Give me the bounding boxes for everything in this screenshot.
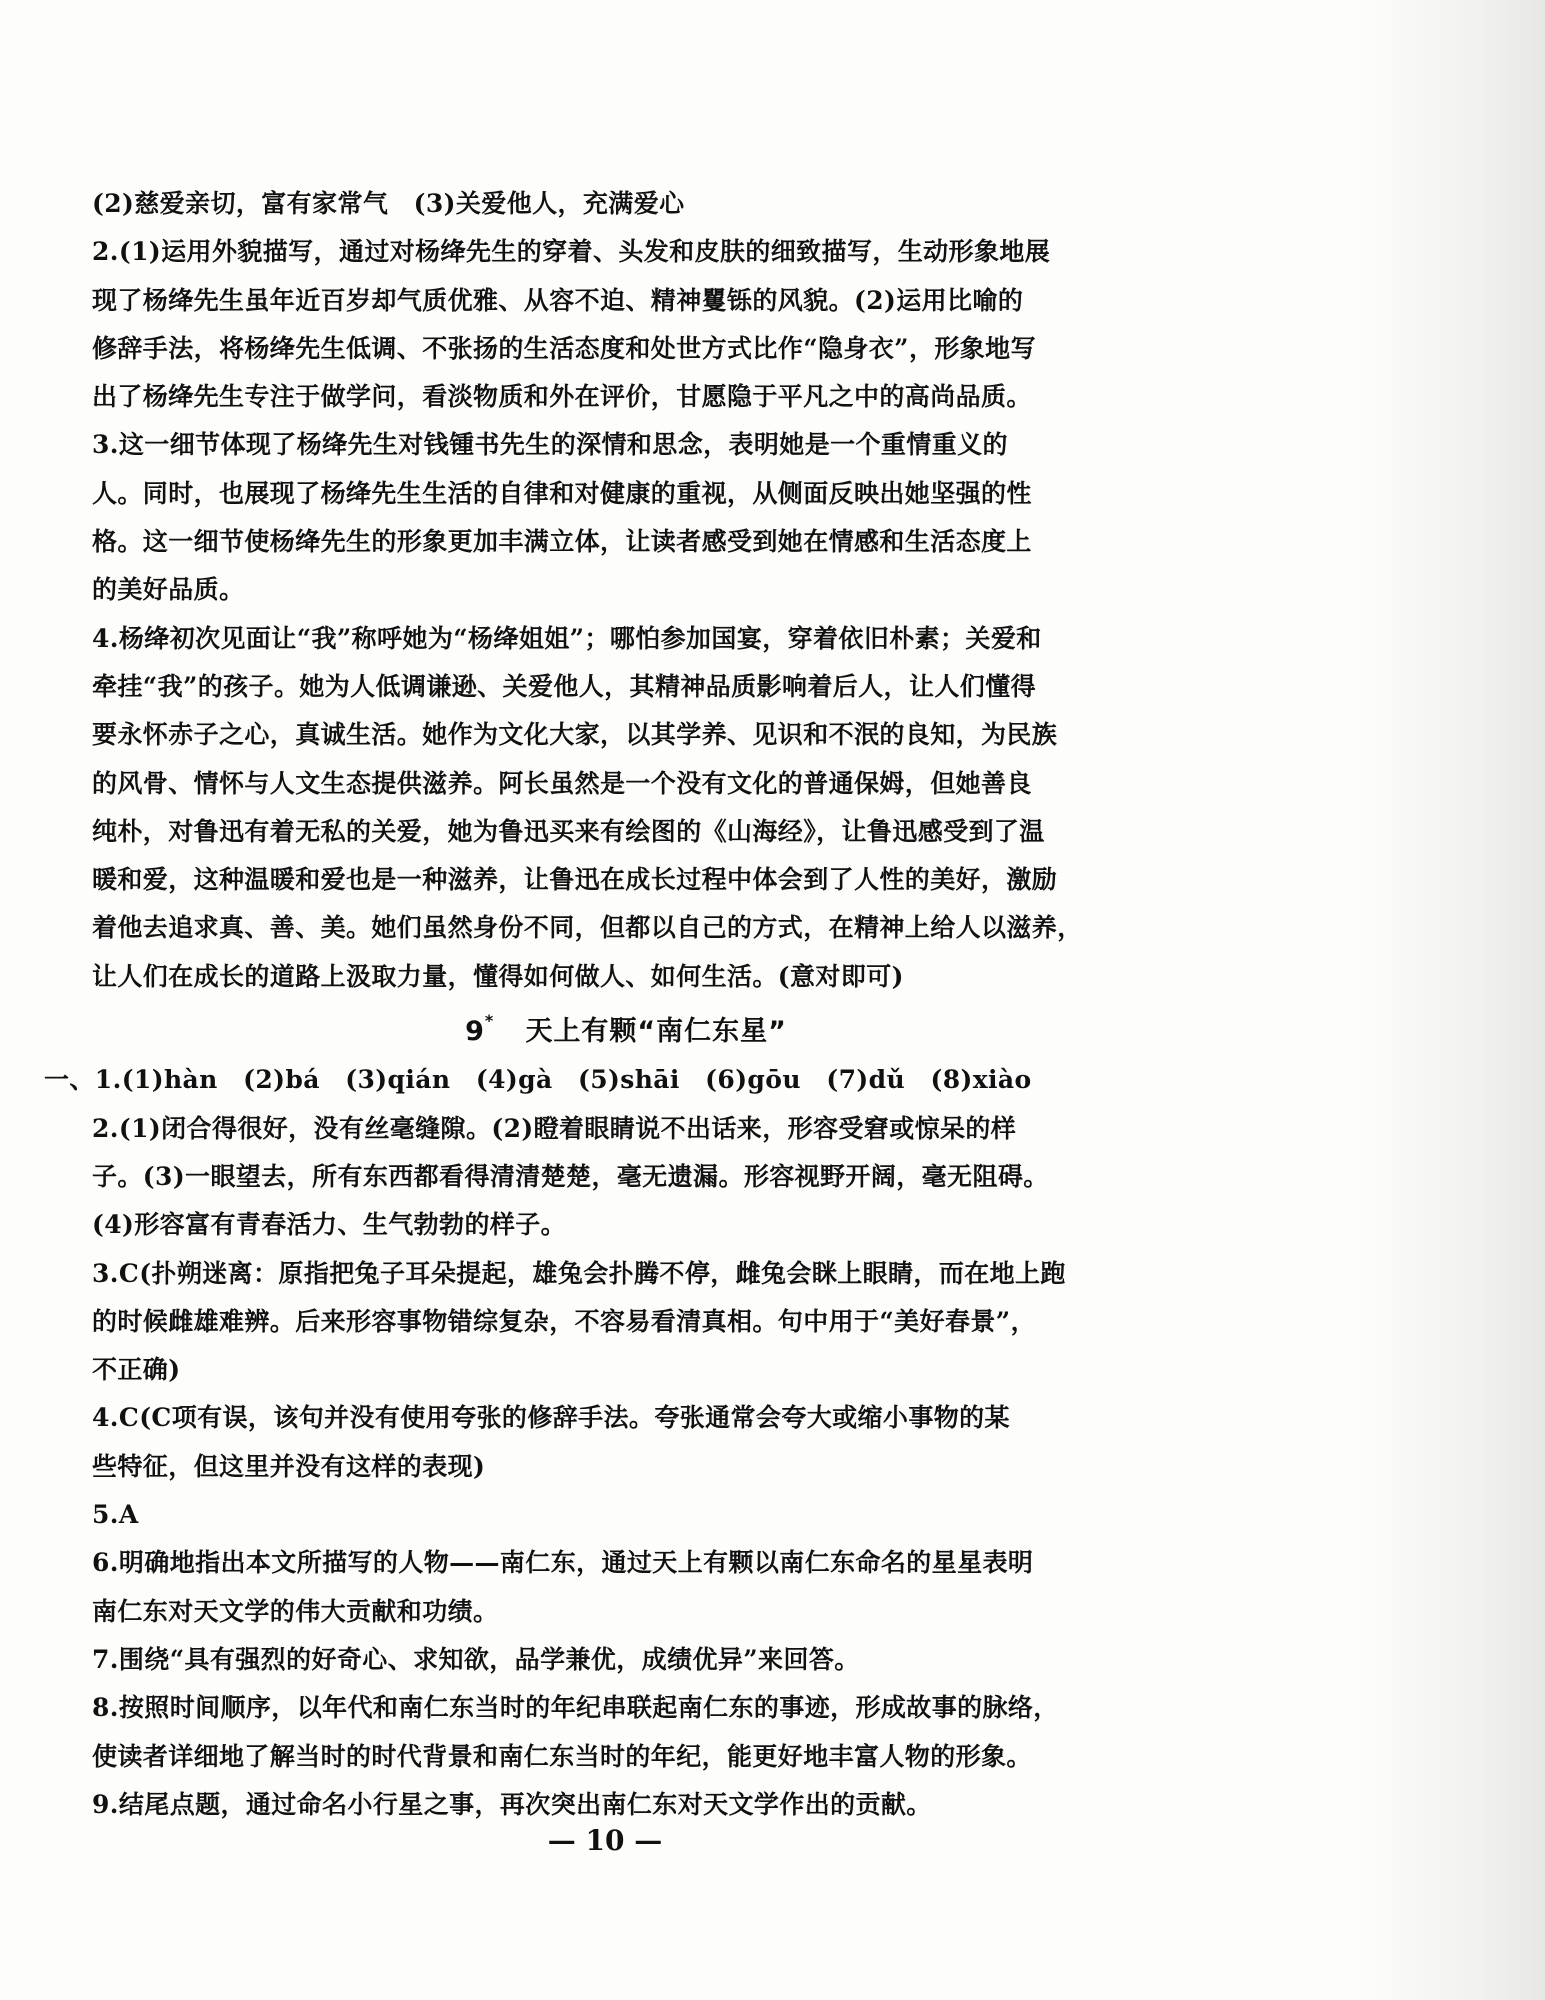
text-line: 的时候雌雄难辨。后来形容事物错综复杂，不容易看清真相。句中用于“美好春景”， [92, 1306, 1036, 1336]
section-title-text: 天上有颗“南仁东星” [525, 1016, 787, 1048]
text-line: 3.这一细节体现了杨绛先生对钱锺书先生的深情和思念，表明她是一个重情重义的 [92, 430, 1008, 460]
text-line: 3.C(扑朔迷离：原指把兔子耳朵提起，雄兔会扑腾不停，雌兔会眯上眼睛，而在地上跑 [92, 1258, 1066, 1288]
text-line: 4.C(C项有误，该句并没有使用夸张的修辞手法。夸张通常会夸大或缩小事物的某 [92, 1403, 1010, 1433]
page-edge-shadow [1355, 0, 1545, 2000]
text-line: 4.杨绛初次见面让“我”称呼她为“杨绛姐姐”；哪怕参加国宴，穿着依旧朴素；关爱和 [92, 623, 1042, 653]
text-line: 要永怀赤子之心，真诚生活。她作为文化大家，以其学养、见识和不泯的良知，为民族 [92, 720, 1058, 750]
text-line: 现了杨绛先生虽年近百岁却气质优雅、从容不迫、精神矍铄的风貌。(2)运用比喻的 [92, 285, 1024, 315]
text-line: 的风骨、情怀与人文生态提供滋养。阿长虽然是一个没有文化的普通保姆，但她善良 [92, 768, 1032, 798]
text-line: 纯朴，对鲁迅有着无私的关爱，她为鲁迅买来有绘图的《山海经》，让鲁迅感受到了温 [92, 816, 1045, 846]
text-line: (4)形容富有青春活力、生气勃勃的样子。 [92, 1210, 567, 1240]
section-heading [92, 1001, 1160, 1056]
text-line: 不正确) [92, 1355, 181, 1385]
text-line: 人。同时，也展现了杨绛先生生活的自律和对健康的重视，从侧面反映出她坚强的性 [92, 478, 1032, 508]
text-line: 6.明确地指出本文所描写的人物——南仁东，通过天上有颗以南仁东命名的星星表明 [92, 1548, 1034, 1578]
text-line: 8.按照时间顺序，以年代和南仁东当时的年纪串联起南仁东的事迹，形成故事的脉络， [92, 1693, 1059, 1723]
text-line: 修辞手法，将杨绛先生低调、不张扬的生活态度和处世方式比作“隐身衣”，形象地写 [92, 333, 1036, 363]
text-line: 牵挂“我”的孩子。她为人低调谦逊、关爱他人，其精神品质影响着后人，让人们懂得 [92, 671, 1036, 701]
text-line: 让人们在成长的道路上汲取力量，懂得如何做人、如何生活。(意对即可) [92, 961, 904, 991]
text-line: 7.围绕“具有强烈的好奇心、求知欲，品学兼优，成绩优异”来回答。 [92, 1644, 860, 1674]
text-line: 格。这一细节使杨绛先生的形象更加丰满立体，让读者感受到她在情感和生活态度上 [92, 527, 1032, 557]
text-line: 2.(1)运用外貌描写，通过对杨绛先生的穿着、头发和皮肤的细致描写，生动形象地展 [92, 237, 1051, 267]
text-line: 的美好品质。 [92, 575, 245, 605]
text-line: 出了杨绛先生专注于做学问，看淡物质和外在评价，甘愿隐于平凡之中的高尚品质。 [92, 382, 1032, 412]
text-line: (2)慈爱亲切，富有家常气 (3)关爱他人，充满爱心 [92, 189, 685, 218]
text-line: 南仁东对天文学的伟大贡献和功绩。 [92, 1596, 499, 1626]
page-number: — 10 — [547, 1824, 663, 1857]
text-line: 着他去追求真、善、美。她们虽然身份不同，但都以自己的方式，在精神上给人以滋养， [92, 913, 1083, 943]
text-line: 2.(1)闭合得很好，没有丝毫缝隙。(2)瞪着眼睛说不出话来，形容受窘或惊呆的样 [92, 1113, 1017, 1143]
section-mark: * [484, 1011, 495, 1031]
text-line: 使读者详细地了解当时的时代背景和南仁东当时的年纪，能更好地丰富人物的形象。 [92, 1741, 1032, 1771]
text-line: 子。(3)一眼望去，所有东西都看得清清楚楚，毫无遗漏。形容视野开阔，毫无阻碍。 [92, 1161, 1049, 1191]
text-line: 暖和爱，这种温暖和爱也是一种滋养，让鲁迅在成长过程中体会到了人性的美好，激励 [92, 865, 1058, 895]
text-line: 5.A [92, 1500, 139, 1530]
text-line: 9.结尾点题，通过命名小行星之事，再次突出南仁东对天文学作出的贡献。 [92, 1789, 932, 1819]
section-number: 9 [465, 1016, 485, 1048]
text-line: 些特征，但这里并没有这样的表现) [92, 1451, 486, 1481]
answer-content [44, 180, 1160, 1829]
text-line: 一、1.(1)hàn (2)bá (3)qián (4)gà (5)shāi (6)gōu (7)dǔ (8)xiào [44, 1065, 1032, 1095]
